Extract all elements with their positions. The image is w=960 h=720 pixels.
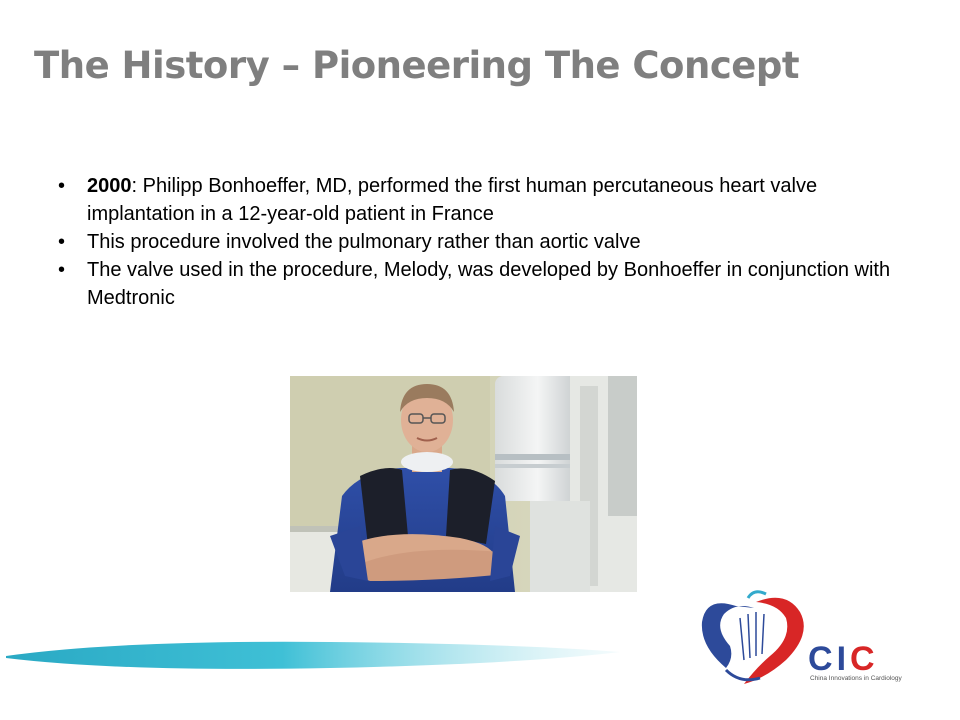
logo-letter: I — [836, 640, 851, 678]
bullet-list — [58, 172, 918, 312]
bullet-text: The valve used in the procedure, Melody, was developed by Bonhoeffer in conjunction with Medtronic — [87, 259, 891, 309]
doctor-photo — [290, 376, 637, 592]
bullet-item — [58, 228, 918, 256]
bullet-dot: • — [58, 231, 66, 253]
doctor-photo-image — [290, 376, 637, 592]
decorative-swoosh — [0, 628, 640, 678]
bullet-text: : Philipp Bonhoeffer, MD, performed the first human percutaneous heart valve implantation in a 12-year-old patient in France — [87, 175, 818, 225]
logo-tagline: China Innovations in Cardiology — [810, 675, 902, 682]
bullet-dot: • — [58, 259, 66, 281]
bullet-year: 2000 — [87, 175, 132, 197]
bullet-item — [58, 256, 918, 312]
bullet-dot: • — [58, 175, 66, 197]
logo-letter: C — [850, 640, 879, 678]
slide-title: The History – Pioneering The Concept — [34, 44, 800, 87]
cic-wordmark — [808, 640, 879, 679]
logo-letter: C — [808, 640, 837, 678]
bullet-item — [58, 172, 918, 228]
bullet-text: This procedure involved the pulmonary rather than aortic valve — [87, 231, 641, 253]
